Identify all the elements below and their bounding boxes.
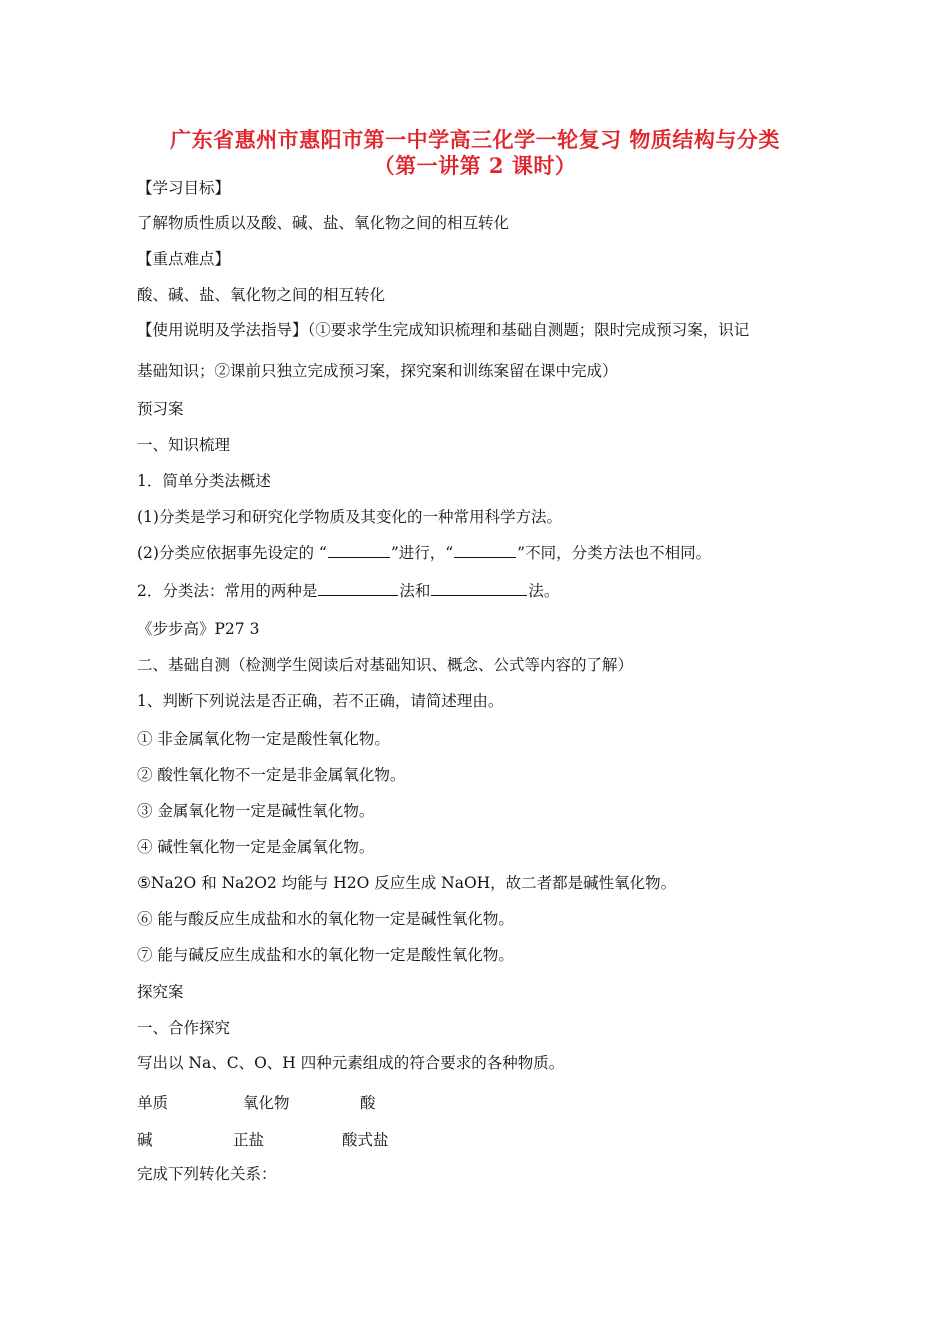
item-2-text-b: 法和: [399, 582, 431, 600]
title-line-2: （第一讲第 2 课时）: [373, 153, 577, 178]
keypoint-text: 酸、碱、盐、氧化物之间的相互转化: [137, 286, 386, 304]
fill-blank-4[interactable]: [431, 594, 527, 596]
table-cell-elements: 单质: [137, 1094, 169, 1112]
statement-5: ⑤Na2O 和 Na2O2 均能与 H2O 反应生成 NaOH，故二者都是碱性氧化物。: [137, 874, 677, 892]
explore-task: 写出以 Na、C、O、H 四种元素组成的符合要求的各种物质。: [137, 1054, 565, 1072]
objective-heading: 【学习目标】: [137, 179, 231, 197]
table-cell-acids: 酸: [360, 1094, 376, 1112]
table-cell-acid-salts: 酸式盐: [342, 1131, 389, 1149]
statement-2: ② 酸性氧化物不一定是非金属氧化物。: [137, 766, 406, 784]
explore-section: 一、合作探究: [137, 1019, 231, 1037]
preview-heading: 预习案: [137, 400, 184, 418]
item-1-2: [137, 543, 711, 563]
item-1-2-text-b: ”进行，“: [390, 544, 454, 562]
item-2: [137, 581, 559, 601]
item-2-text-a: 2．分类法：常用的两种是: [137, 582, 318, 600]
fill-blank-1[interactable]: [328, 556, 390, 558]
objective-text: 了解物质性质以及酸、碱、盐、氧化物之间的相互转化: [137, 214, 510, 232]
table-cell-bases: 碱: [137, 1131, 153, 1149]
item-2-text-c: 法。: [528, 582, 560, 600]
statement-4: ④ 碱性氧化物一定是金属氧化物。: [137, 838, 375, 856]
section2-heading: 二、基础自测（检测学生阅读后对基础知识、概念、公式等内容的了解）: [137, 656, 634, 674]
question-1: 1、判断下列说法是否正确，若不正确，请简述理由。: [137, 692, 504, 710]
table-cell-normal-salts: 正盐: [233, 1131, 265, 1149]
item-1-2-text-a: (2)分类应依据事先设定的 “: [137, 544, 327, 562]
item-1: 1．简单分类法概述: [137, 472, 271, 490]
title-line-1: 广东省惠州市惠阳市第一中学高三化学一轮复习 物质结构与分类: [170, 127, 780, 152]
statement-1: ① 非金属氧化物一定是酸性氧化物。: [137, 730, 390, 748]
keypoint-heading: 【重点难点】: [137, 250, 231, 268]
statement-3: ③ 金属氧化物一定是碱性氧化物。: [137, 802, 375, 820]
fill-blank-2[interactable]: [454, 556, 516, 558]
table-cell-oxides: 氧化物: [243, 1094, 290, 1112]
statement-6: ⑥ 能与酸反应生成盐和水的氧化物一定是碱性氧化物。: [137, 910, 514, 928]
reference: 《步步高》P27 3: [137, 620, 260, 638]
item-1-2-text-c: ”不同，分类方法也不相同。: [517, 544, 712, 562]
statement-7: ⑦ 能与碱反应生成盐和水的氧化物一定是酸性氧化物。: [137, 946, 514, 964]
explore-heading: 探究案: [137, 983, 184, 1001]
item-1-1: (1)分类是学习和研究化学物质及其变化的一种常用科学方法。: [137, 508, 562, 526]
usage-line-2: 基础知识；②课前只独立完成预习案，探究案和训练案留在课中完成）: [137, 362, 618, 380]
usage-line-1: 【使用说明及学法指导】（①要求学生完成知识梳理和基础自测题；限时完成预习案，识记: [137, 321, 750, 339]
section1-heading: 一、知识梳理: [137, 436, 231, 454]
fill-blank-3[interactable]: [318, 594, 398, 596]
conversion-prompt: 完成下列转化关系：: [137, 1165, 277, 1183]
